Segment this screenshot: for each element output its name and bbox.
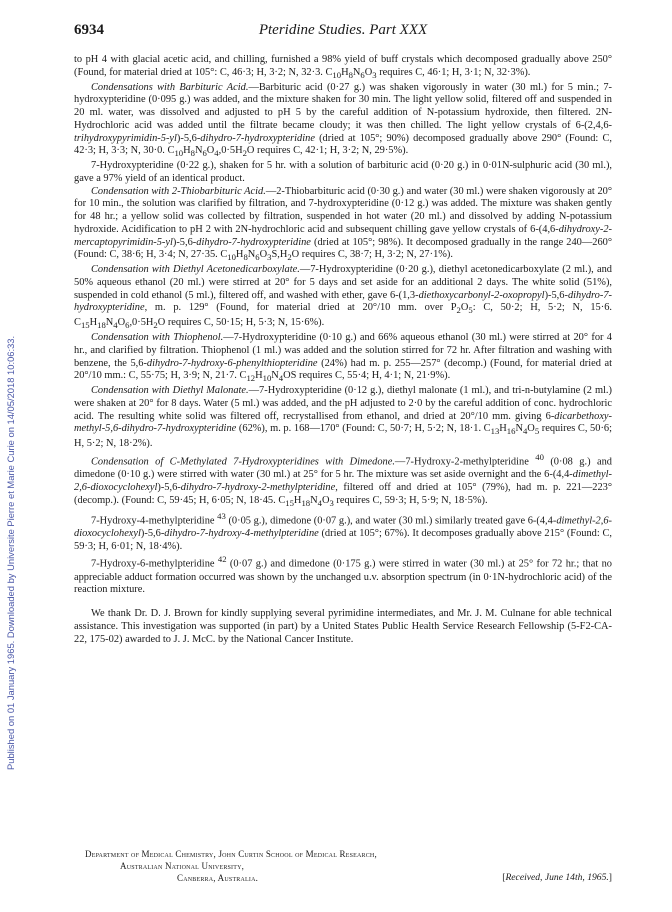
paragraph: 7-Hydroxypteridine (0·22 g.), shaken for 5 hr. with a solution of barbituric acid (0·20 g.) in 0·01N-sulphuric acid (30 ml.), gave a 97% yield of an identical product.: [74, 160, 612, 184]
acknowledgements: We thank Dr. D. J. Brown for kindly supplying several pyrimidine intermediates, and Mr. J. M. Culnane for able technical assistance. This investigation was supported (in part) by a United States Public Health Service Research Fellowship (5-F2-CA-22, 175-02) awarded to J. J. McC. by the National Cancer Institute.: [74, 608, 612, 645]
received-date: [Received, June 14th, 1965.]: [502, 872, 612, 883]
paragraph: Condensation of C-Methylated 7-Hydroxypteridines with Dimedone.—7-Hydroxy-2-methylpteridine $^{40}$ (0·08 g.) and dimedone (0·10 g.) were stirred with water (30 ml.) at 25° for 5 hr. The mixture was set aside overnight and the 6-(4,4-dimethyl-2,6-dioxocyclohexyl)-5,6-dihydro-7-hydroxy-2-methylpteridine, filtered off and dried at 105° (79%), had m. p. 221—223° (decomp.). (Found: C, 59·45; H, 6·05; N, 18·45. $C_{15}H_{18}N_4O_3$ requires C, 59·3; H, 5·9; N, 18·5%).: [74, 452, 612, 508]
address-line-with-date: [74, 872, 612, 884]
paragraph: to pH 4 with glacial acetic acid, and chilling, furnished a 98% yield of buff crystals which decomposed gradually above 250° (Found, for material dried at 105°: C, 46·3; H, 3·2; N, 32·3. $C_{10}H_8N_6O_3$ requires C, 46·1; H, 3·1; N, 32·3%).: [74, 54, 612, 80]
paragraph: Condensation with Diethyl Malonate.—7-Hydroxypteridine (0·12 g.), diethyl malonate (1 ml.), and tri-n-butylamine (2 ml.) were shaken at 20° for 8 days. Water (5 ml.) was added, and the pH adjusted to 2·0 by the careful addition of conc. hydrochloric acid. The resulting white solid was filtered off, recrystallised from ethanol, and dried at 20°/10 mm. giving 6-dicarbethoxy-methyl-5,6-dihydro-7-hydroxypteridine (62%), m. p. 168—170° (Found: C, 50·7; H, 5·2; N, 18·1. $C_{13}H_{16}N_4O_5$ requires C, 50·6; H, 5·2; N, 18·2%).: [74, 385, 612, 450]
download-watermark: [2, 130, 18, 770]
address-line: Canberra, Australia.: [177, 873, 259, 883]
download-watermark-text: Published on 01 January 1965. Downloaded by Universite Pierre et Marie Curie on 14/05/2018 10:06:33.: [5, 335, 16, 770]
paragraph: 7-Hydroxy-6-methylpteridine $^{42}$ (0·07 g.) and dimedone (0·175 g.) were stirred in water (30 ml.) at 25° for 72 hr.; that no appreciable adduct formation occurred was shown by the unchanged u.v. absorption spectrum (in 0·1N-hydrochloric acid) of the reaction mixture.: [74, 554, 612, 596]
running-title: Pteridine Studies. Part XXX: [258, 22, 428, 38]
paragraph: Condensation with Diethyl Acetonedicarboxylate.—7-Hydroxypteridine (0·20 g.), diethyl acetonedicarboxylate (2 ml.), and 50% aqueous ethanol (20 ml.) were stirred at 20° for 5 days and set aside for an additional 2 days. The white solid (51%), suspended in cold ethanol (5 ml.), filtered off, and washed with ether, gave 6-(1,3-diethoxycarbonyl-2-oxopropyl)-5,6-dihydro-7-hydroxypteridine, m. p. 129° (Found, for material dried at 20°/10 mm. over $P_2O_5$: C, 50·2; H, 5·2; N, 15·6. $C_{15}H_{18}N_4O_6,0\cdot 5H_2O$ requires C, 50·15; H, 5·3; N, 15·6%).: [74, 264, 612, 331]
address-line: Australian National University,: [120, 861, 245, 871]
page-number: 6934: [74, 22, 104, 38]
paragraph: Condensation with Thiophenol.—7-Hydroxypteridine (0·10 g.) and 66% aqueous ethanol (30 ml.) were stirred at 20° for 4 hr., and clarified by filtration. Thiophenol (1 ml.) was added and the solution stirred for 72 hr. After filtration and washing with benzene, the 5,6-dihydro-7-hydroxy-6-phenylthiopteridine (24%) had m. p. 255—257° (decomp.) (Found, for material dried at 20°/10 mm.: C, 55·75; H, 3·9; N, 21·7. $C_{12}H_{10}N_4OS$ requires C, 55·4; H, 4·1; N, 21·9%).: [74, 332, 612, 384]
address-line: Department of Medical Chemistry, John Curtin School of Medical Research,: [85, 849, 377, 859]
article-body: [74, 54, 612, 646]
paragraph: 7-Hydroxy-4-methylpteridine $^{43}$ (0·05 g.), dimedone (0·07 g.), and water (30 ml.) similarly treated gave 6-(4,4-dimethyl-2,6-dioxocyclohexyl)-5,6-dihydro-7-hydroxy-4-methylpteridine (dried at 105°; 67%). It decomposes gradually above 215° (Found: C, 59·3; H, 6·01; N, 18·4%).: [74, 510, 612, 552]
page-header: [74, 22, 612, 42]
author-address: [74, 848, 612, 884]
paragraph: Condensation with 2-Thiobarbituric Acid.—2-Thiobarbituric acid (0·30 g.) and water (30 ml.) were shaken vigorously at 20° for 10 min., the solution was clarified by filtration, and 7-hydroxypteridine (0·12 g.) was added. The mixture was shaken gently for 48 hr.; a yellow solid was collected by filtration, suspended in hot water (20 ml.) and dissolved by adding N-potassium hydroxide. Acidification to pH 2 with 2N-hydrochloric acid and subsequent chilling gave yellow crystals of 6-(4,6-dihydroxy-2-mercaptopyrimidin-5-yl)-5,6-dihydro-7-hydroxypteridine (dried at 105°; 98%). It decomposed gradually in the range 240—260° (Found: C, 38·6; H, 3·4; N, 27·35. $C_{10}H_8N_6O_3S,H_2O$ requires C, 38·7; H, 3·2; N, 27·1%).: [74, 185, 612, 263]
paragraph: Condensations with Barbituric Acid.—Barbituric acid (0·27 g.) was shaken vigorously in water (30 ml.) for 5 min.; 7-hydroxypteridine (0·095 g.) was added, and the mixture shaken for 30 min. The light yellow solid, filtered off and suspended in 20 ml. water, was dissolved and adjusted to pH 5 by the careful addition of N-potassium hydroxide, then filtered. 2N-Hydrochloric acid was added until the filtrate became cloudy; it was then chilled. The light yellow crystals of 6-(2,4,6-trihydroxypyrimidin-5-yl)-5,6-dihydro-7-hydroxypteridine (dried at 105°; 90%) decomposed gradually above 290° (Found: C, 42·3; H, 3·3; N, 30·0. $C_{10}H_8N_6O_4,0\cdot 5H_2O$ requires C, 42·1; H, 3·2; N, 29·5%).: [74, 81, 612, 159]
